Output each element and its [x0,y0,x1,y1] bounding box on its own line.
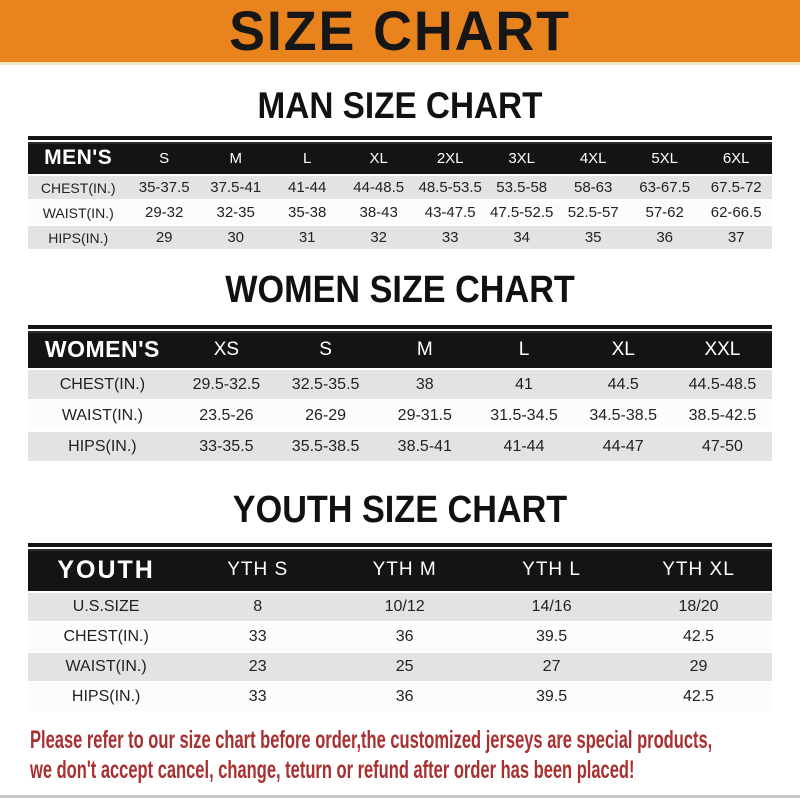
table-row [28,199,772,224]
size-column-header: XXL [704,338,741,360]
size-column-header: XL [369,149,388,167]
size-value-cell: 14/16 [531,598,572,615]
table-row [28,651,772,681]
man-section-heading: MAN SIZE CHART [257,85,543,126]
men-size-table [28,136,772,249]
size-value-cell: 10/12 [384,598,425,615]
size-column-header: S [159,149,170,167]
size-value-cell: 62-66.5 [710,204,762,221]
size-value-cell: 33 [441,229,459,246]
row-label: CHEST(IN.) [40,179,116,196]
size-column-header: YTH M [372,559,437,580]
table-row [28,174,772,199]
size-value-cell: 36 [656,229,674,246]
size-value-cell: 57-62 [645,204,684,221]
size-value-cell: 31.5-34.5 [490,406,558,424]
table-row [28,368,772,399]
size-value-cell: 39.5 [536,628,568,645]
size-value-cell: 44.5 [607,375,639,393]
table-top-rule [28,543,772,547]
youth-section-heading: YOUTH SIZE CHART [232,489,568,531]
size-column-header: 2XL [436,149,464,167]
row-label: HIPS(IN.) [68,437,137,455]
size-value-cell: 35 [584,229,602,246]
table-top-rule [28,325,772,329]
size-column-header: 4XL [579,149,607,167]
table-row [28,430,772,461]
size-value-cell: 29-31.5 [397,406,452,424]
size-value-cell: 44.5-48.5 [688,375,757,393]
size-column-header: M [416,338,433,360]
size-value-cell: 42.5 [682,628,715,645]
size-value-cell: 39.5 [536,688,568,705]
row-label: WAIST(IN.) [61,406,143,424]
size-value-cell: 26-29 [305,406,347,424]
size-value-cell: 58-63 [574,179,613,196]
bottom-rule [0,795,800,798]
row-label: U.S.SIZE [72,598,140,615]
size-column-header: YTH L [522,559,581,580]
size-value-cell: 8 [253,598,263,615]
order-notice [30,725,772,785]
table-title-cell: YOUTH [57,555,155,584]
size-column-header: S [319,338,332,360]
row-label: HIPS(IN.) [71,688,141,705]
women-size-table [28,325,772,461]
table-title-cell: MEN'S [44,146,113,169]
size-value-cell: 36 [395,628,414,645]
size-value-cell: 29.5-32.5 [192,375,261,393]
size-value-cell: 33 [248,628,267,645]
size-column-header: YTH XL [662,559,735,580]
size-value-cell: 47.5-52.5 [489,204,554,221]
size-value-cell: 38.5-41 [397,437,452,455]
size-value-cell: 38 [415,375,434,393]
size-value-cell: 25 [395,658,414,675]
size-value-cell: 35-37.5 [138,179,190,196]
size-value-cell: 36 [395,688,414,705]
table-row [28,681,772,711]
size-value-cell: 48.5-53.5 [418,179,482,196]
size-value-cell: 37.5-41 [210,179,262,196]
size-column-header: 5XL [651,149,679,167]
size-value-cell: 30 [227,229,245,246]
notice-line-1: Please refer to our size chart before order,the customized jerseys are special products, [30,726,713,754]
size-value-cell: 18/20 [678,598,719,615]
table-header-row [28,331,772,368]
size-value-cell: 44-48.5 [353,179,405,196]
banner [0,0,800,65]
table-top-rule [28,136,772,140]
row-label: CHEST(IN.) [59,375,146,393]
size-value-cell: 35.5-38.5 [291,437,360,455]
table-row [28,224,772,249]
row-label: HIPS(IN.) [48,229,109,246]
size-value-cell: 33-35.5 [199,437,254,455]
size-value-cell: 67.5-72 [710,179,762,196]
women-section-heading: WOMEN SIZE CHART [225,269,575,311]
table-title-cell: WOMEN'S [44,336,160,362]
notice-line-2: we don't accept cancel, change, teturn or refund after order has been placed! [30,756,635,784]
size-value-cell: 41-44 [503,437,545,455]
size-value-cell: 23.5-26 [199,406,254,424]
size-column-header: XL [611,338,635,360]
size-column-header: YTH S [227,559,289,580]
size-value-cell: 44-47 [602,437,644,455]
table-row [28,621,772,651]
size-value-cell: 32 [370,229,388,246]
size-value-cell: 37 [727,229,745,246]
size-value-cell: 33 [248,688,267,705]
size-value-cell: 42.5 [682,688,715,705]
table-header-row [28,549,772,591]
size-column-header: 6XL [722,149,750,167]
size-column-header: 3XL [508,149,536,167]
size-column-header: M [229,149,242,167]
row-label: WAIST(IN.) [65,658,147,675]
size-value-cell: 23 [248,658,267,675]
size-value-cell: 53.5-58 [496,179,548,196]
size-value-cell: 31 [298,229,316,246]
size-column-header: L [518,338,530,360]
size-value-cell: 32-35 [216,204,255,221]
size-value-cell: 41-44 [288,179,327,196]
size-value-cell: 27 [542,658,561,675]
size-value-cell: 41 [515,375,533,393]
size-value-cell: 29-32 [145,204,184,221]
size-column-header: L [303,149,312,167]
size-column-header: XS [213,338,240,360]
size-value-cell: 29 [155,229,173,246]
size-value-cell: 38.5-42.5 [688,406,757,424]
youth-size-table [28,543,772,711]
size-value-cell: 34 [513,229,531,246]
size-value-cell: 47-50 [701,437,743,455]
size-value-cell: 34.5-38.5 [589,406,658,424]
page-title: SIZE CHART [229,0,571,62]
table-header-row [28,142,772,174]
row-label: WAIST(IN.) [42,204,114,221]
size-value-cell: 32.5-35.5 [291,375,360,393]
size-value-cell: 38-43 [359,204,398,221]
size-value-cell: 43-47.5 [424,204,476,221]
size-value-cell: 35-38 [288,204,327,221]
table-row [28,591,772,621]
size-value-cell: 63-67.5 [639,179,691,196]
row-label: CHEST(IN.) [63,628,149,645]
size-value-cell: 52.5-57 [567,204,619,221]
table-row [28,399,772,430]
size-value-cell: 29 [689,658,708,675]
